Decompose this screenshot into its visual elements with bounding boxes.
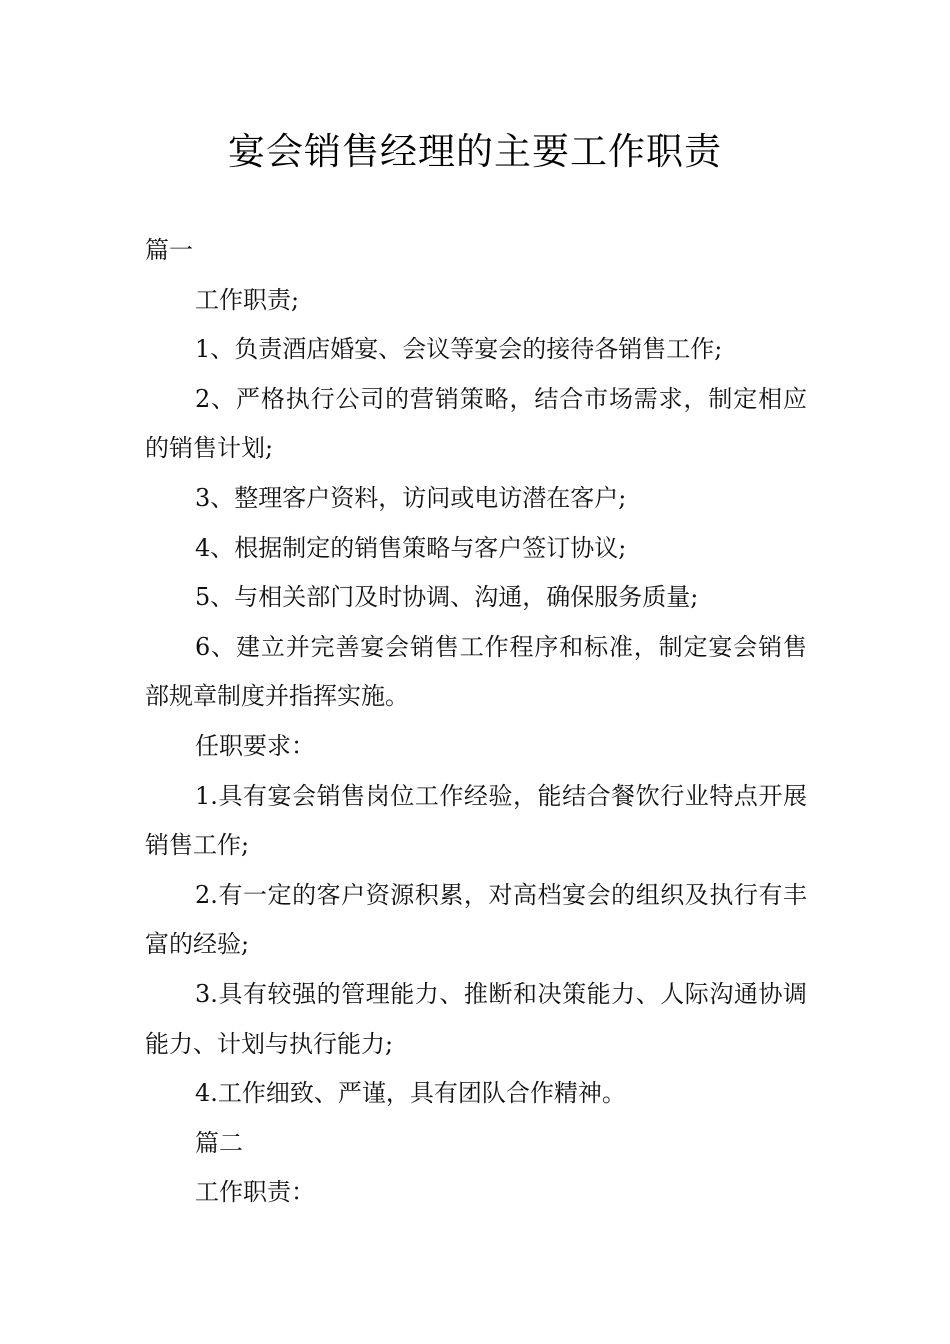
requirement-item-1: 1.具有宴会销售岗位工作经验，能结合餐饮行业特点开展销售工作; bbox=[145, 781, 807, 860]
subheading-requirements: 任职要求： bbox=[195, 731, 315, 760]
section-heading-1: 篇一 bbox=[145, 236, 193, 264]
duty-item-2: 2、严格执行公司的营销策略，结合市场需求，制定相应的销售计划; bbox=[145, 384, 807, 463]
duty-item-1: 1、负责酒店婚宴、会议等宴会的接待各销售工作; bbox=[195, 335, 723, 364]
requirement-item-4: 4.工作细致、严谨，具有团队合作精神。 bbox=[195, 1079, 626, 1108]
duty-item-6: 6、建立并完善宴会销售工作程序和标准，制定宴会销售部规章制度并指挥实施。 bbox=[145, 632, 807, 711]
duty-item-5: 5、与相关部门及时协调、沟通，确保服务质量; bbox=[195, 583, 699, 612]
document-title: 宴会销售经理的主要工作职责 bbox=[228, 130, 722, 173]
subheading-duties-2: 工作职责： bbox=[195, 1178, 315, 1207]
duty-item-3: 3、整理客户资料，访问或电访潜在客户; bbox=[195, 483, 627, 512]
requirement-item-3: 3.具有较强的管理能力、推断和决策能力、人际沟通协调能力、计划与执行能力; bbox=[145, 979, 807, 1058]
document-body bbox=[145, 226, 807, 1218]
requirement-item-2: 2.有一定的客户资源积累，对高档宴会的组织及执行有丰富的经验; bbox=[145, 880, 807, 959]
duty-item-4: 4、根据制定的销售策略与客户签订协议; bbox=[195, 533, 627, 562]
section-heading-2: 篇二 bbox=[195, 1128, 243, 1157]
subheading-duties-1: 工作职责; bbox=[195, 285, 300, 314]
